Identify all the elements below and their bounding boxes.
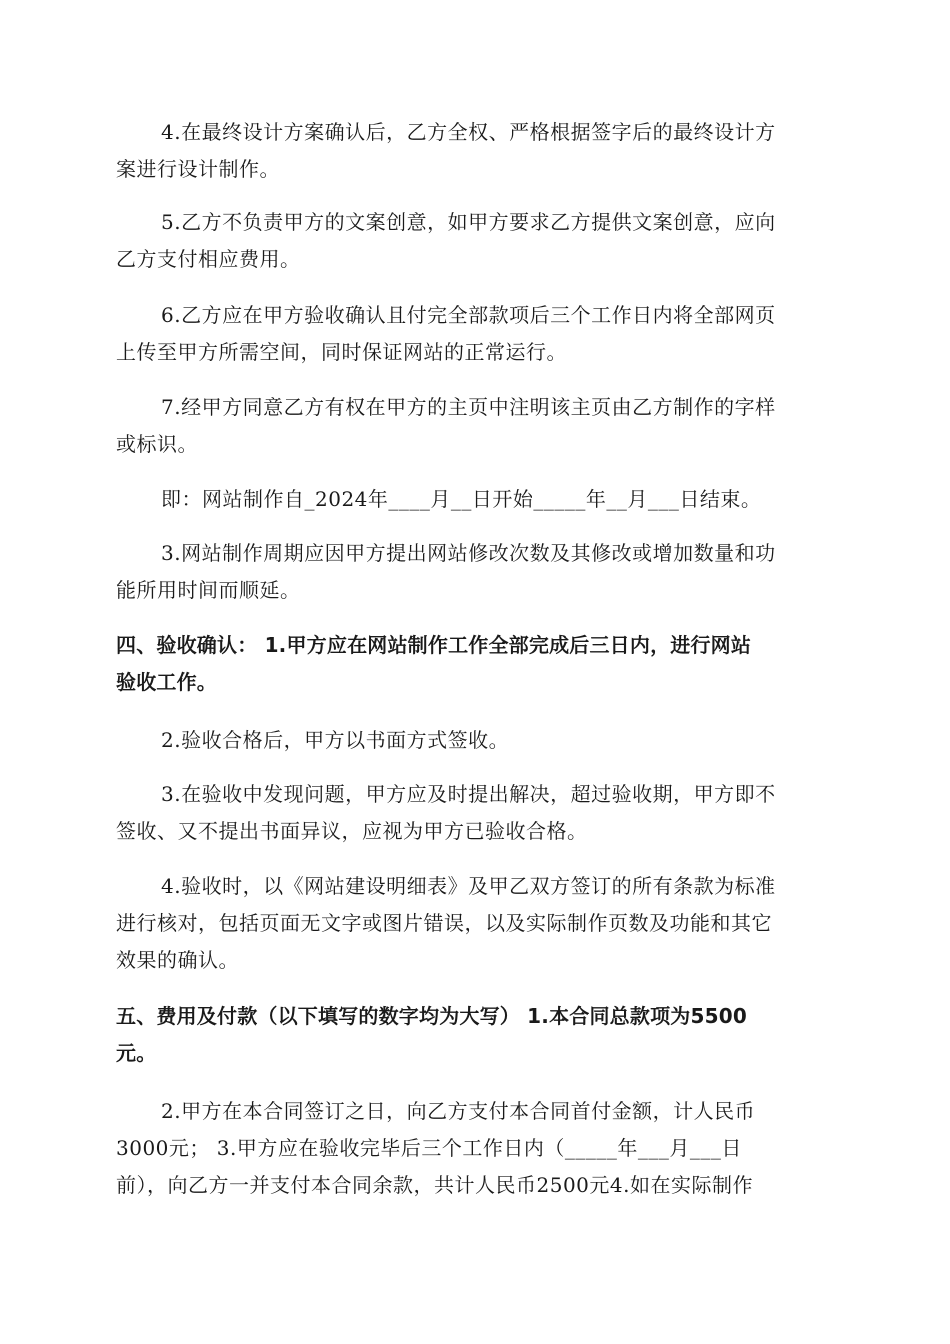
text-line: 能所用时间而顺延。 bbox=[116, 578, 301, 602]
section-4-heading bbox=[116, 627, 836, 701]
text-line: 5.乙方不负责甲方的文案创意，如甲方要求乙方提供文案创意，应向 bbox=[161, 210, 776, 234]
text-line: 前），向乙方一并支付本合同余款，共计人民币2500元4.如在实际制作 bbox=[116, 1173, 753, 1197]
text-line: 2.甲方在本合同签订之日，向乙方支付本合同首付金额，计人民币 bbox=[161, 1099, 756, 1123]
text-line: 上传至甲方所需空间，同时保证网站的正常运行。 bbox=[116, 340, 567, 364]
text-line: 进行核对，包括页面无文字或图片错误，以及实际制作页数及功能和其它 bbox=[116, 911, 772, 935]
text-line: 7.经甲方同意乙方有权在甲方的主页中注明该主页由乙方制作的字样 bbox=[161, 395, 776, 419]
text-line: 4.验收时，以《网站建设明细表》及甲乙双方签订的所有条款为标准 bbox=[161, 874, 776, 898]
text-line: 4.在最终设计方案确认后，乙方全权、严格根据签字后的最终设计方 bbox=[161, 120, 776, 144]
clause-6-upload bbox=[116, 297, 836, 371]
acceptance-clause-3 bbox=[116, 776, 836, 850]
clause-7-signature-mark bbox=[116, 389, 836, 463]
text-line: 3.网站制作周期应因甲方提出网站修改次数及其修改或增加数量和功 bbox=[161, 541, 776, 565]
text-line: 验收工作。 bbox=[116, 670, 217, 694]
clause-5-copywriting bbox=[116, 204, 836, 278]
text-line: 3.在验收中发现问题，甲方应及时提出解决，超过验收期，甲方即不 bbox=[161, 782, 776, 806]
acceptance-clause-2 bbox=[116, 722, 836, 759]
text-line: 或标识。 bbox=[116, 432, 198, 456]
text-line: 五、费用及付款（以下填写的数字均为大写） 1.本合同总款项为5500 bbox=[116, 1004, 747, 1028]
text-line: 签收、又不提出书面异议，应视为甲方已验收合格。 bbox=[116, 819, 588, 843]
clause-4-final-design bbox=[116, 114, 836, 188]
payment-clauses bbox=[116, 1093, 836, 1204]
text-line: 即：网站制作自_2024年____月__日开始_____年__月___日结束。 bbox=[161, 487, 762, 511]
text-line: 乙方支付相应费用。 bbox=[116, 247, 301, 271]
text-line: 2.验收合格后，甲方以书面方式签收。 bbox=[161, 728, 510, 752]
production-period-line bbox=[116, 481, 836, 518]
section-5-heading bbox=[116, 998, 836, 1072]
clause-3-period-extension bbox=[116, 535, 836, 609]
text-line: 四、验收确认： 1.甲方应在网站制作工作全部完成后三日内，进行网站 bbox=[116, 633, 752, 657]
text-line: 案进行设计制作。 bbox=[116, 157, 280, 181]
text-line: 6.乙方应在甲方验收确认且付完全部款项后三个工作日内将全部网页 bbox=[161, 303, 776, 327]
text-line: 元。 bbox=[116, 1041, 157, 1065]
text-line: 3000元； 3.甲方应在验收完毕后三个工作日内（_____年___月___日 bbox=[116, 1136, 742, 1160]
text-line: 效果的确认。 bbox=[116, 948, 239, 972]
acceptance-clause-4 bbox=[116, 868, 836, 979]
